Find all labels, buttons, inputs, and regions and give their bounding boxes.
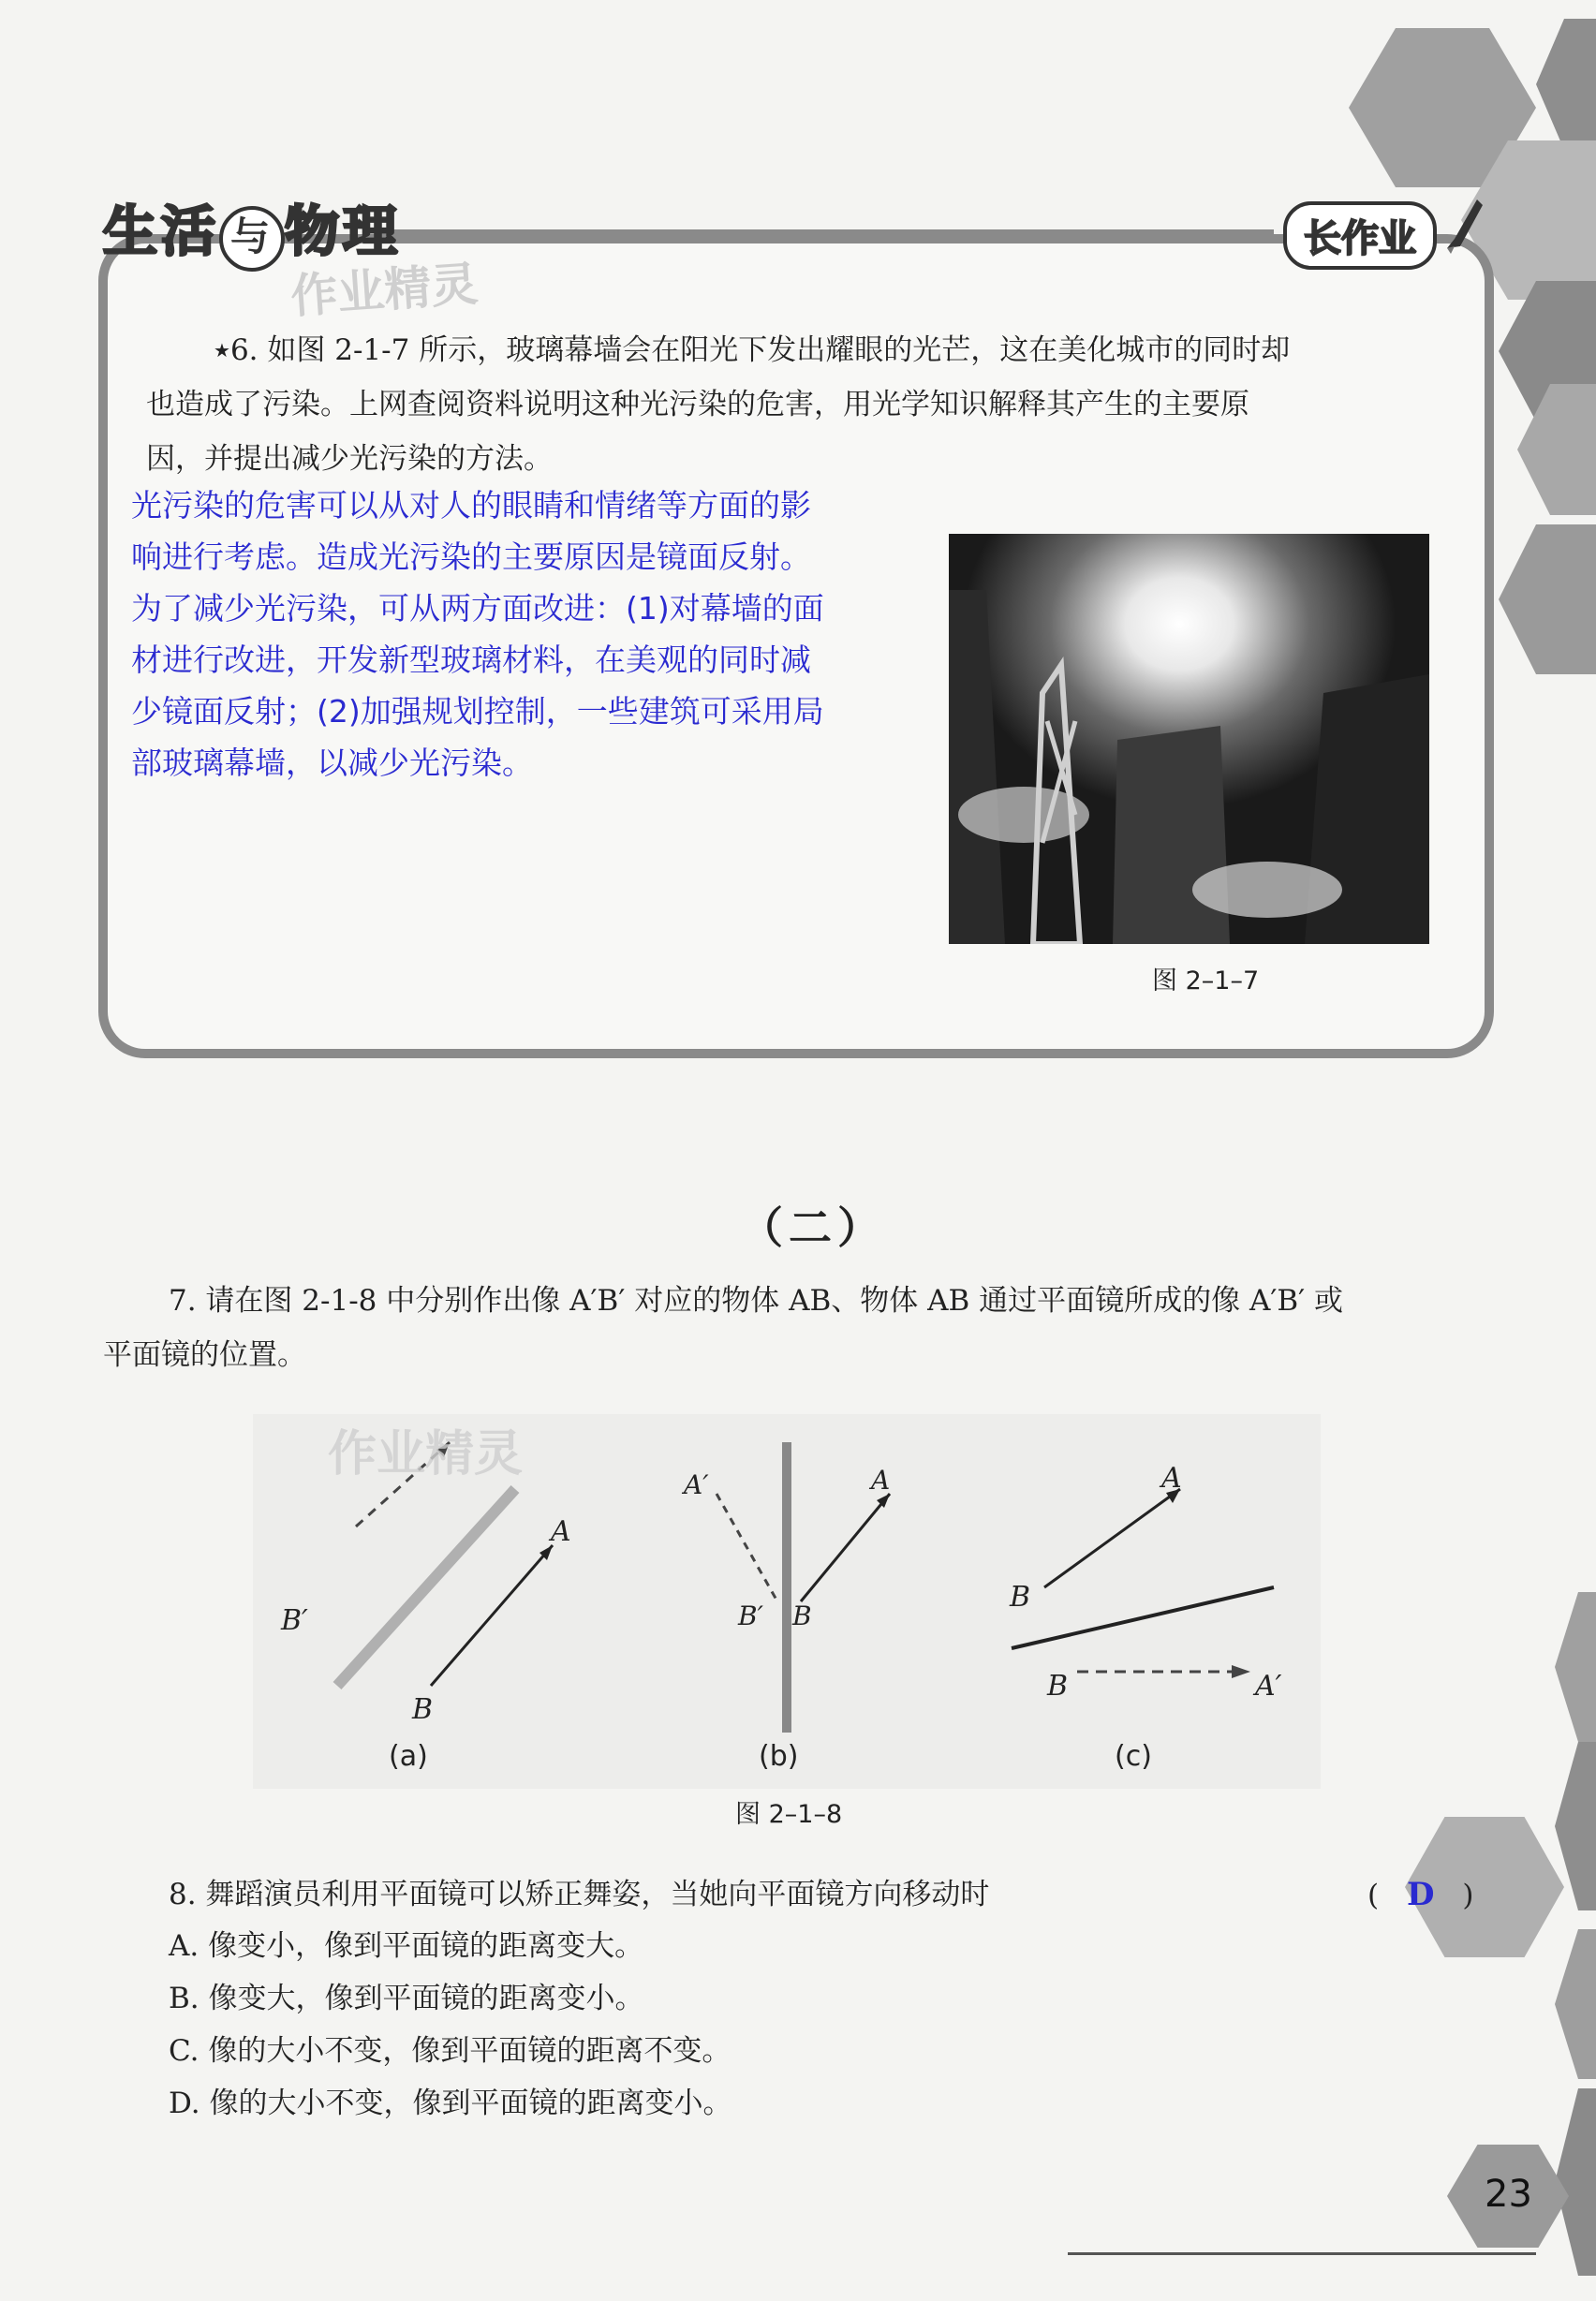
glass-wall-photo [949,534,1429,944]
figure-2-1-8-caption: 图 2–1–8 [735,1800,843,1829]
label-b-A: A [871,1465,891,1496]
answer-line: 光污染的危害可以从对人的眼睛和情绪等方面的影 [131,487,811,524]
q7-line2: 平面镜的位置。 [103,1338,306,1372]
logo-text-1: 生活 [103,199,220,263]
logo-text-2: 物理 [285,199,402,263]
answer-line: 少镜面反射；(2)加强规划控制，一些建筑可采用局 [131,693,824,730]
answer-line: 响进行考虑。造成光污染的主要原因是镜面反射。 [131,538,811,575]
section-badge [1283,201,1437,270]
paren-close: ) [1462,1879,1474,1912]
watermark: 作业精灵 [288,257,480,324]
label-a-B: B [412,1693,434,1726]
sublabel-c: (c) [1115,1740,1152,1773]
star-mark: ★ [214,339,230,361]
q6-line3: 因，并提出减少光污染的方法。 [146,442,553,476]
decor-hex [1555,1929,1596,2079]
option-b: B. 像变大，像到平面镜的距离变小。 [169,1982,644,2015]
badge-label: 长作业 [1304,217,1416,260]
option-c: C. 像的大小不变，像到平面镜的距离不变。 [169,2034,732,2068]
watermark: 作业精灵 [328,1426,524,1482]
q8-options [169,1920,732,2130]
decor-hex [1499,524,1596,674]
decor-hex [1536,19,1596,150]
logo-circle-char: 与 [219,206,285,272]
q8-answer: D [1406,1876,1435,1913]
header-rule [375,229,1274,237]
label-b-B: B [792,1600,812,1631]
label-a-Bprime: B′ [281,1604,308,1637]
question7-text [103,1274,1508,1382]
answer-line: 部玻璃幕墙，以减少光污染。 [131,745,533,781]
label-a-A: A [551,1515,571,1548]
decor-hex [1555,2088,1596,2276]
option-a: A. 像变小，像到平面镜的距离变大。 [169,1929,644,1963]
section-title: （二） [740,1202,886,1253]
label-c-B: B [1010,1581,1031,1614]
page-number: 23 [1485,2173,1532,2216]
label-b-Aprime: A′ [684,1469,709,1500]
option-d: D. 像的大小不变，像到平面镜的距离变小。 [169,2087,732,2120]
question6-text [129,323,1441,486]
paren-open: ( [1367,1879,1380,1912]
q6-line2: 也造成了污染。上网查阅资料说明这种光污染的危害，用光学知识解释其产生的主要原 [146,388,1249,421]
q8-stem: 8. 舞蹈演员利用平面镜可以矫正舞姿，当她向平面镜方向移动时 [169,1878,990,1911]
q7-line1: 7. 请在图 2-1-8 中分别作出像 A′B′ 对应的物体 AB、物体 AB 通过平面镜所成的像 A′B′ 或 [169,1284,1344,1318]
q6-line1: 6. 如图 2-1-7 所示，玻璃幕墙会在阳光下发出耀眼的光芒，这在美化城市的同时却 [229,333,1291,367]
sublabel-b: (b) [759,1740,799,1773]
q6-answer [131,479,927,789]
label-c-Aprime: A′ [1255,1670,1282,1703]
label-c-A: A [1161,1462,1182,1495]
footer-rule [1068,2252,1536,2255]
label-b-Bprime: B′ [738,1600,763,1631]
sublabel-a: (a) [389,1740,428,1773]
decor-hex [1555,1592,1596,1742]
pencil-icon [1438,192,1485,258]
figure-2-1-7-caption: 图 2–1–7 [1152,966,1260,996]
label-c-B2: B [1047,1670,1069,1703]
q8-answer-bracket [1367,1868,1473,1922]
answer-line: 材进行改进，开发新型玻璃材料，在美观的同时减 [131,642,811,678]
answer-line: 为了减少光污染，可从两方面改进：(1)对幕墙的面 [131,590,824,627]
